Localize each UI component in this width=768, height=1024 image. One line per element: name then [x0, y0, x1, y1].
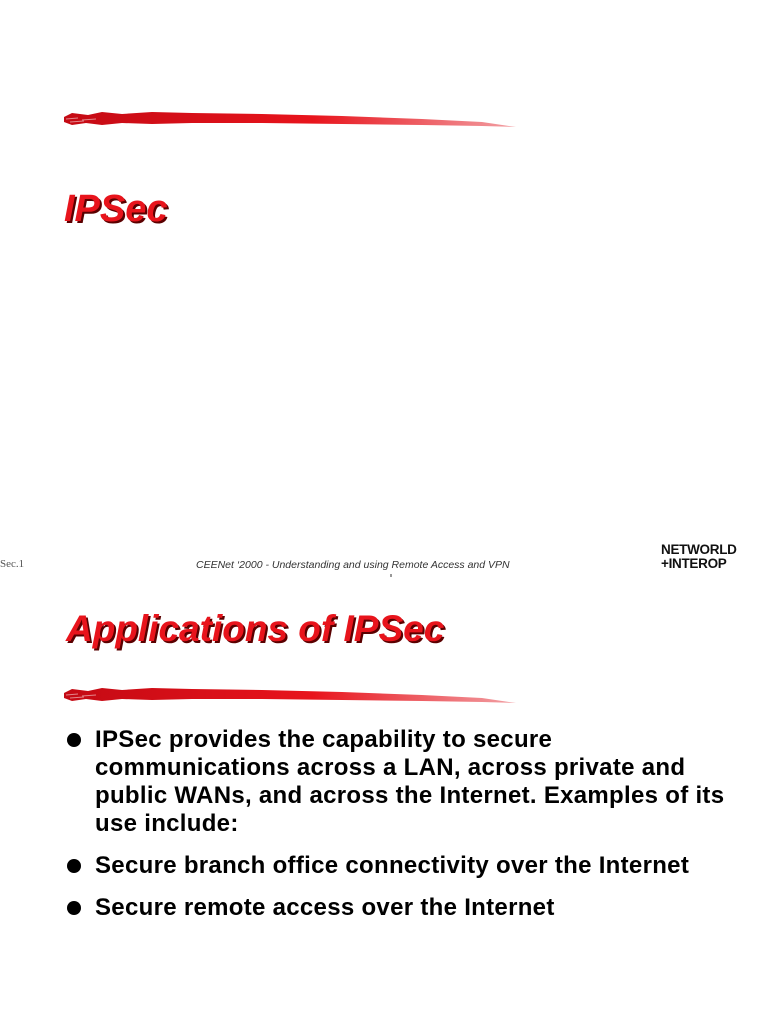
- page-number: Sec.1: [0, 558, 25, 570]
- bullet-dot-icon: [67, 901, 81, 915]
- bullet-item: [66, 894, 726, 922]
- bullet-dot-icon: [67, 733, 81, 747]
- slide-title: IPSec: [64, 188, 168, 230]
- slide-title: Applications of IPSec: [66, 608, 445, 649]
- bullet-list: [66, 726, 726, 936]
- red-brush-stroke-decoration: [62, 108, 518, 128]
- networld-interop-logo: [661, 543, 757, 571]
- slide-applications-of-ipsec: [0, 582, 768, 1024]
- logo-line-1: NETWORLD: [661, 542, 737, 557]
- footer-text: CEENet ‘2000 - Understanding and using Remote Access and VPN: [196, 559, 510, 571]
- bullet-dot-icon: [67, 859, 81, 873]
- footer-tick-mark: [390, 574, 392, 577]
- bullet-text: Secure branch office connectivity over the Internet: [95, 852, 690, 879]
- red-brush-stroke-decoration: [62, 684, 518, 704]
- bullet-item: [66, 852, 726, 880]
- bullet-text: IPSec provides the capability to secure communications across a LAN, across private and public WANs, and across the Internet. Examples of its use include:: [95, 726, 725, 837]
- bullet-text: Secure remote access over the Internet: [95, 894, 555, 921]
- logo-line-2: +INTEROP: [661, 556, 727, 571]
- bullet-item: [66, 726, 726, 838]
